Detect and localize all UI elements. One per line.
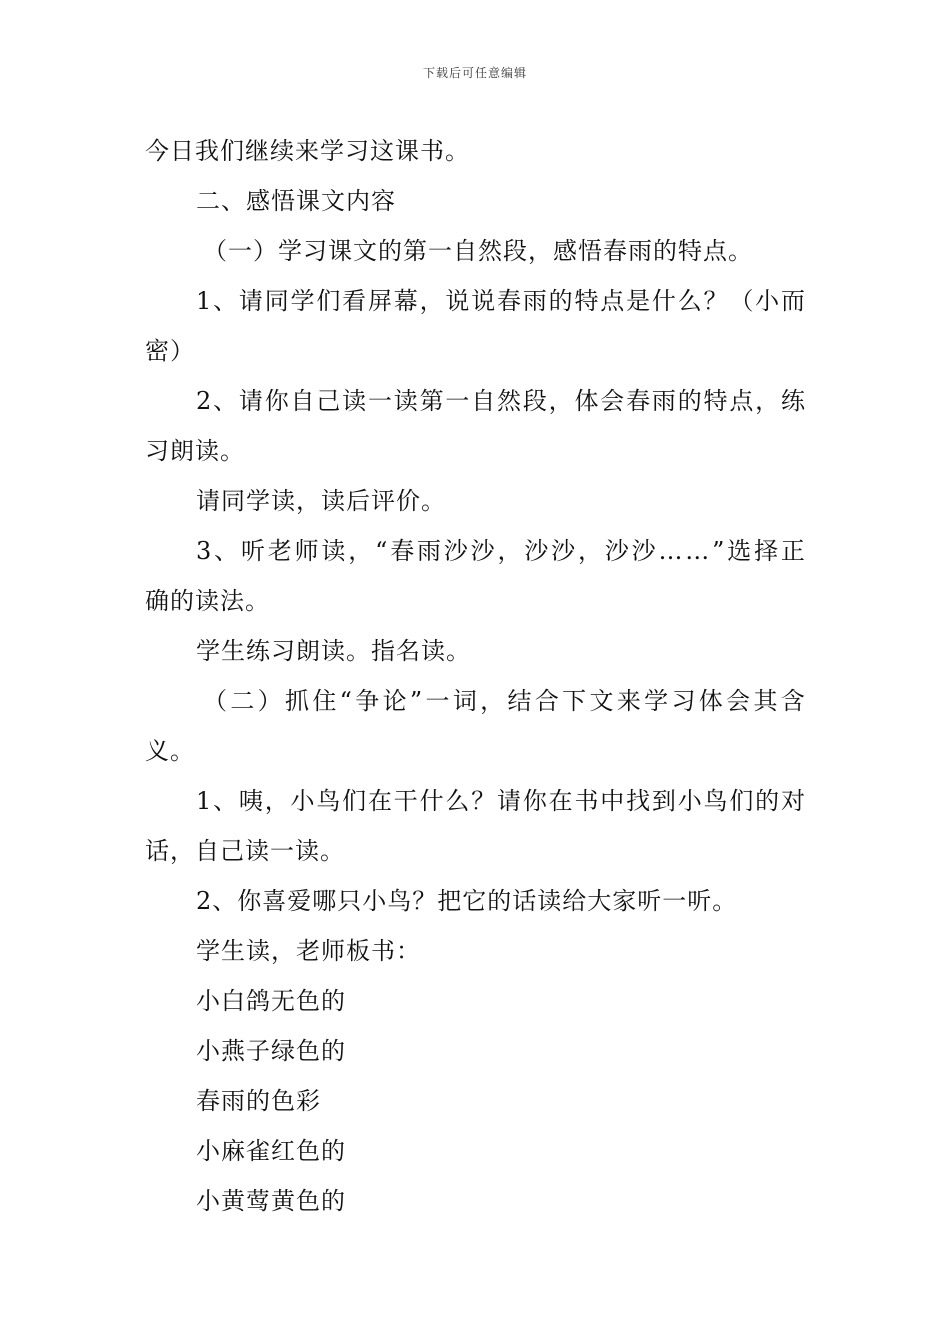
paragraph-item-1-line-2: 密） xyxy=(145,337,195,365)
paragraph-item-5: 2、你喜爱哪只小鸟？把它的话读给大家听一听。 xyxy=(196,887,738,915)
paragraph-item-2-line-2: 习朗读。 xyxy=(145,437,245,465)
board-item-swallow: 小燕子绿色的 xyxy=(196,1037,346,1065)
paragraph-item-4-line-1: 1 、 咦 ， 小 鸟 们 在 干 什 么 ？ 请 你 在 书 中 找 到 小 鸟 们 的 对 xyxy=(196,787,805,815)
paragraph-board: 学生读，老师板书： xyxy=(196,937,421,965)
board-item-white-dove: 小白鸽无色的 xyxy=(196,987,346,1015)
paragraph-1-line-1: 今日我们继续来学习这课书。 xyxy=(145,137,470,165)
document-body xyxy=(145,126,805,1226)
paragraph-item-4-line-2: 话，自己读一读。 xyxy=(145,837,345,865)
page-header: 下载后可任意编辑 xyxy=(422,66,527,80)
subsection-heading-2-line-2: 义。 xyxy=(145,737,195,765)
board-item-oriole: 小黄莺黄色的 xyxy=(196,1187,346,1215)
paragraph-item-3-line-2: 确的读法。 xyxy=(145,587,270,615)
paragraph-student-read: 请同学读，读后评价。 xyxy=(196,487,446,515)
board-item-spring-rain-color: 春雨的色彩 xyxy=(196,1087,321,1115)
section-heading-2: 二、感悟课文内容 xyxy=(196,187,396,215)
paragraph-item-3-line-1: 3 、 听 老 师 读 ， “ 春 雨 沙 沙 ， 沙 沙 ， 沙 沙 … … ” 选 择 正 xyxy=(196,537,805,565)
board-item-sparrow: 小麻雀红色的 xyxy=(196,1137,346,1165)
paragraph-item-2-line-1: 2 、 请 你 自 己 读 一 读 第 一 自 然 段 ， 体 会 春 雨 的 特 点 ， 练 xyxy=(196,387,805,415)
subsection-heading-2-line-1: （ 二 ） 抓 住 “ 争 论 ” 一 词 ， 结 合 下 文 来 学 习 体 会 其 含 xyxy=(203,687,805,715)
paragraph-practice: 学生练习朗读。指名读。 xyxy=(196,637,471,665)
paragraph-item-1-line-1: 1 、 请 同 学 们 看 屏 幕 ， 说 说 春 雨 的 特 点 是 什 么 ？ （ 小 而 xyxy=(196,287,805,315)
subsection-heading-1: （一）学习课文的第一自然段，感悟春雨的特点。 xyxy=(203,237,753,265)
